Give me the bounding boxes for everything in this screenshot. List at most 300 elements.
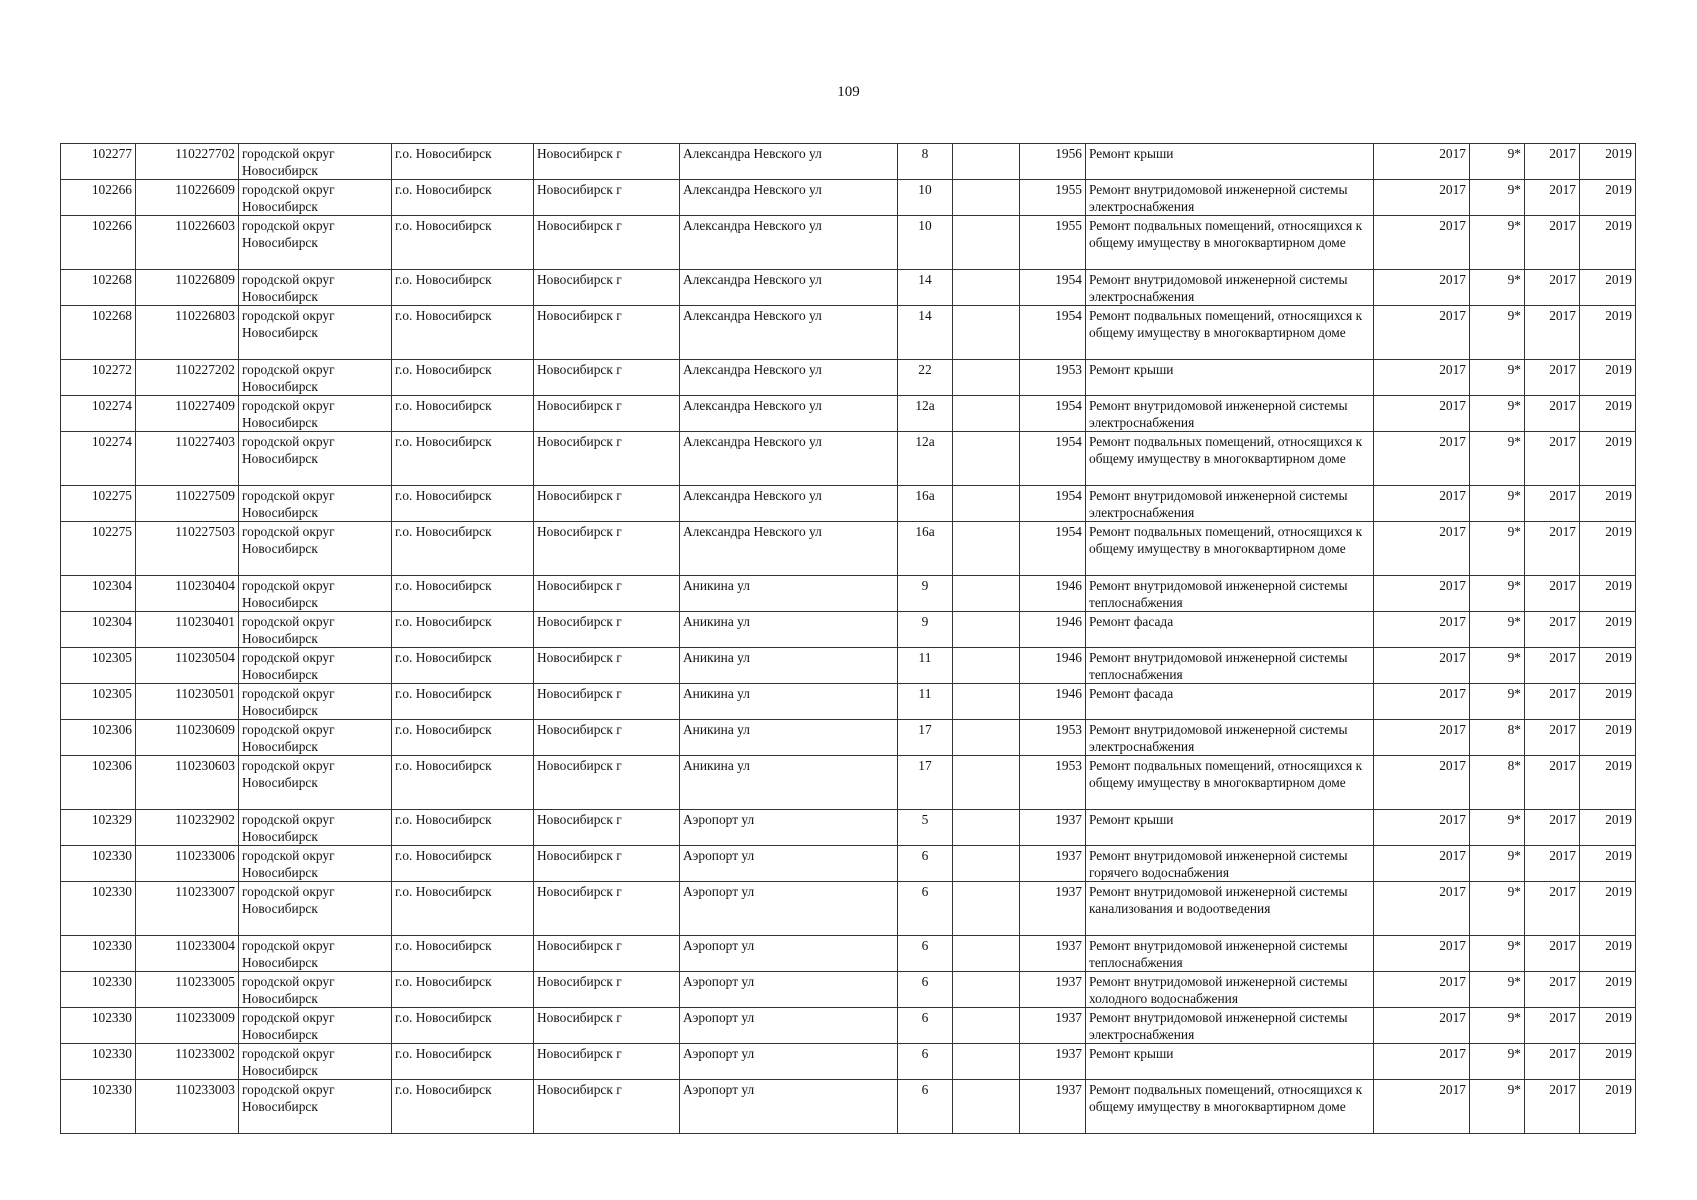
cell-municipality: городской округ Новосибирск bbox=[239, 972, 392, 1008]
cell-building-id: 102306 bbox=[61, 720, 136, 756]
cell-end-year: 2019 bbox=[1580, 972, 1636, 1008]
cell-building-id: 102274 bbox=[61, 396, 136, 432]
cell-end-year: 2019 bbox=[1580, 486, 1636, 522]
cell-plan-year: 2017 bbox=[1374, 1008, 1470, 1044]
cell-plan-year: 2017 bbox=[1374, 1080, 1470, 1134]
table-row bbox=[61, 360, 1636, 396]
registry-body bbox=[61, 144, 1636, 1134]
cell-street: Аэропорт ул bbox=[680, 1080, 898, 1134]
cell-year-built: 1937 bbox=[1020, 1008, 1086, 1044]
table-row bbox=[61, 576, 1636, 612]
cell-work-type: Ремонт подвальных помещений, относящихся к общему имуществу в многоквартирном доме bbox=[1086, 306, 1374, 360]
cell-district: г.о. Новосибирск bbox=[392, 270, 534, 306]
cell-municipality: городской округ Новосибирск bbox=[239, 810, 392, 846]
cell-building-id: 102275 bbox=[61, 486, 136, 522]
cell-work-type: Ремонт фасада bbox=[1086, 612, 1374, 648]
cell-building-id: 102305 bbox=[61, 648, 136, 684]
cell-municipality: городской округ Новосибирск bbox=[239, 846, 392, 882]
cell-district: г.о. Новосибирск bbox=[392, 144, 534, 180]
cell-settlement: Новосибирск г bbox=[534, 1044, 680, 1080]
cell-house-number: 6 bbox=[898, 1044, 953, 1080]
cell-street: Аникина ул bbox=[680, 684, 898, 720]
cell-plan-year: 2017 bbox=[1374, 486, 1470, 522]
cell-work-code: 110230603 bbox=[136, 756, 239, 810]
cell-work-type: Ремонт подвальных помещений, относящихся к общему имуществу в многоквартирном доме bbox=[1086, 1080, 1374, 1134]
cell-district: г.о. Новосибирск bbox=[392, 936, 534, 972]
cell-year-built: 1946 bbox=[1020, 648, 1086, 684]
cell-end-year: 2019 bbox=[1580, 648, 1636, 684]
cell-house-number: 6 bbox=[898, 936, 953, 972]
cell-plan-year: 2017 bbox=[1374, 216, 1470, 270]
cell-group: 9* bbox=[1470, 1080, 1525, 1134]
cell-start-year: 2017 bbox=[1525, 882, 1580, 936]
cell-district: г.о. Новосибирск bbox=[392, 486, 534, 522]
cell-work-code: 110233005 bbox=[136, 972, 239, 1008]
cell-plan-year: 2017 bbox=[1374, 648, 1470, 684]
cell-district: г.о. Новосибирск bbox=[392, 1044, 534, 1080]
cell-group: 9* bbox=[1470, 486, 1525, 522]
cell-plan-year: 2017 bbox=[1374, 144, 1470, 180]
cell-settlement: Новосибирск г bbox=[534, 882, 680, 936]
cell-start-year: 2017 bbox=[1525, 1080, 1580, 1134]
cell-settlement: Новосибирск г bbox=[534, 396, 680, 432]
cell-house-letter bbox=[953, 846, 1020, 882]
cell-plan-year: 2017 bbox=[1374, 684, 1470, 720]
cell-group: 9* bbox=[1470, 522, 1525, 576]
cell-work-code: 110227702 bbox=[136, 144, 239, 180]
cell-building-id: 102274 bbox=[61, 432, 136, 486]
cell-municipality: городской округ Новосибирск bbox=[239, 648, 392, 684]
cell-building-id: 102266 bbox=[61, 180, 136, 216]
cell-house-letter bbox=[953, 522, 1020, 576]
cell-year-built: 1956 bbox=[1020, 144, 1086, 180]
cell-house-number: 14 bbox=[898, 270, 953, 306]
cell-street: Аникина ул bbox=[680, 720, 898, 756]
cell-settlement: Новосибирск г bbox=[534, 432, 680, 486]
cell-start-year: 2017 bbox=[1525, 576, 1580, 612]
cell-year-built: 1953 bbox=[1020, 360, 1086, 396]
cell-work-type: Ремонт подвальных помещений, относящихся к общему имуществу в многоквартирном доме bbox=[1086, 216, 1374, 270]
cell-municipality: городской округ Новосибирск bbox=[239, 306, 392, 360]
table-row bbox=[61, 1008, 1636, 1044]
cell-start-year: 2017 bbox=[1525, 432, 1580, 486]
cell-year-built: 1953 bbox=[1020, 756, 1086, 810]
cell-year-built: 1946 bbox=[1020, 612, 1086, 648]
cell-building-id: 102268 bbox=[61, 306, 136, 360]
cell-plan-year: 2017 bbox=[1374, 936, 1470, 972]
cell-work-code: 110230404 bbox=[136, 576, 239, 612]
cell-work-type: Ремонт внутридомовой инженерной системы электроснабжения bbox=[1086, 1008, 1374, 1044]
cell-year-built: 1937 bbox=[1020, 972, 1086, 1008]
cell-house-letter bbox=[953, 1044, 1020, 1080]
cell-municipality: городской округ Новосибирск bbox=[239, 144, 392, 180]
cell-municipality: городской округ Новосибирск bbox=[239, 612, 392, 648]
cell-building-id: 102329 bbox=[61, 810, 136, 846]
cell-house-letter bbox=[953, 1008, 1020, 1044]
cell-group: 8* bbox=[1470, 720, 1525, 756]
cell-building-id: 102330 bbox=[61, 936, 136, 972]
cell-house-number: 6 bbox=[898, 972, 953, 1008]
cell-settlement: Новосибирск г bbox=[534, 846, 680, 882]
cell-work-code: 110233006 bbox=[136, 846, 239, 882]
cell-group: 9* bbox=[1470, 144, 1525, 180]
cell-end-year: 2019 bbox=[1580, 216, 1636, 270]
cell-start-year: 2017 bbox=[1525, 684, 1580, 720]
cell-house-letter bbox=[953, 648, 1020, 684]
cell-settlement: Новосибирск г bbox=[534, 972, 680, 1008]
cell-building-id: 102275 bbox=[61, 522, 136, 576]
cell-house-letter bbox=[953, 270, 1020, 306]
cell-building-id: 102330 bbox=[61, 1080, 136, 1134]
cell-house-letter bbox=[953, 396, 1020, 432]
cell-year-built: 1937 bbox=[1020, 1044, 1086, 1080]
registry-table bbox=[60, 143, 1636, 1134]
cell-house-number: 12а bbox=[898, 432, 953, 486]
cell-plan-year: 2017 bbox=[1374, 180, 1470, 216]
cell-end-year: 2019 bbox=[1580, 936, 1636, 972]
cell-work-type: Ремонт крыши bbox=[1086, 360, 1374, 396]
cell-plan-year: 2017 bbox=[1374, 306, 1470, 360]
cell-house-letter bbox=[953, 306, 1020, 360]
cell-plan-year: 2017 bbox=[1374, 882, 1470, 936]
cell-district: г.о. Новосибирск bbox=[392, 522, 534, 576]
cell-district: г.о. Новосибирск bbox=[392, 1008, 534, 1044]
cell-year-built: 1937 bbox=[1020, 882, 1086, 936]
cell-work-code: 110230501 bbox=[136, 684, 239, 720]
cell-start-year: 2017 bbox=[1525, 216, 1580, 270]
cell-start-year: 2017 bbox=[1525, 522, 1580, 576]
cell-municipality: городской округ Новосибирск bbox=[239, 432, 392, 486]
cell-plan-year: 2017 bbox=[1374, 396, 1470, 432]
cell-start-year: 2017 bbox=[1525, 972, 1580, 1008]
cell-settlement: Новосибирск г bbox=[534, 810, 680, 846]
cell-group: 9* bbox=[1470, 810, 1525, 846]
cell-district: г.о. Новосибирск bbox=[392, 972, 534, 1008]
cell-building-id: 102305 bbox=[61, 684, 136, 720]
cell-settlement: Новосибирск г bbox=[534, 216, 680, 270]
cell-end-year: 2019 bbox=[1580, 576, 1636, 612]
cell-house-letter bbox=[953, 486, 1020, 522]
cell-end-year: 2019 bbox=[1580, 612, 1636, 648]
table-row bbox=[61, 432, 1636, 486]
cell-house-number: 10 bbox=[898, 180, 953, 216]
cell-work-code: 110226603 bbox=[136, 216, 239, 270]
cell-work-type: Ремонт внутридомовой инженерной системы теплоснабжения bbox=[1086, 576, 1374, 612]
cell-house-number: 17 bbox=[898, 720, 953, 756]
cell-house-letter bbox=[953, 180, 1020, 216]
cell-work-type: Ремонт внутридомовой инженерной системы электроснабжения bbox=[1086, 180, 1374, 216]
cell-district: г.о. Новосибирск bbox=[392, 306, 534, 360]
cell-building-id: 102330 bbox=[61, 972, 136, 1008]
cell-house-letter bbox=[953, 432, 1020, 486]
cell-plan-year: 2017 bbox=[1374, 522, 1470, 576]
cell-end-year: 2019 bbox=[1580, 846, 1636, 882]
table-row bbox=[61, 486, 1636, 522]
cell-work-type: Ремонт подвальных помещений, относящихся к общему имуществу в многоквартирном доме bbox=[1086, 432, 1374, 486]
cell-street: Аэропорт ул bbox=[680, 1008, 898, 1044]
cell-street: Аэропорт ул bbox=[680, 936, 898, 972]
cell-municipality: городской округ Новосибирск bbox=[239, 1080, 392, 1134]
cell-work-type: Ремонт крыши bbox=[1086, 810, 1374, 846]
cell-end-year: 2019 bbox=[1580, 180, 1636, 216]
cell-house-number: 9 bbox=[898, 576, 953, 612]
cell-work-code: 110226803 bbox=[136, 306, 239, 360]
cell-house-number: 5 bbox=[898, 810, 953, 846]
table-row bbox=[61, 846, 1636, 882]
cell-work-type: Ремонт внутридомовой инженерной системы канализования и водоотведения bbox=[1086, 882, 1374, 936]
cell-work-code: 110227503 bbox=[136, 522, 239, 576]
page-number: 109 bbox=[837, 84, 860, 100]
table-row bbox=[61, 684, 1636, 720]
cell-end-year: 2019 bbox=[1580, 522, 1636, 576]
cell-start-year: 2017 bbox=[1525, 360, 1580, 396]
cell-end-year: 2019 bbox=[1580, 1044, 1636, 1080]
table-row bbox=[61, 972, 1636, 1008]
table-row bbox=[61, 396, 1636, 432]
cell-work-type: Ремонт внутридомовой инженерной системы электроснабжения bbox=[1086, 720, 1374, 756]
cell-start-year: 2017 bbox=[1525, 144, 1580, 180]
cell-year-built: 1946 bbox=[1020, 576, 1086, 612]
cell-building-id: 102277 bbox=[61, 144, 136, 180]
cell-group: 9* bbox=[1470, 1008, 1525, 1044]
cell-house-letter bbox=[953, 936, 1020, 972]
table-row bbox=[61, 810, 1636, 846]
cell-year-built: 1954 bbox=[1020, 396, 1086, 432]
cell-district: г.о. Новосибирск bbox=[392, 396, 534, 432]
table-row bbox=[61, 1080, 1636, 1134]
table-row bbox=[61, 936, 1636, 972]
cell-year-built: 1953 bbox=[1020, 720, 1086, 756]
cell-group: 9* bbox=[1470, 306, 1525, 360]
table-row bbox=[61, 720, 1636, 756]
table-row bbox=[61, 216, 1636, 270]
cell-work-code: 110232902 bbox=[136, 810, 239, 846]
cell-group: 9* bbox=[1470, 882, 1525, 936]
cell-work-type: Ремонт крыши bbox=[1086, 1044, 1374, 1080]
cell-street: Аэропорт ул bbox=[680, 882, 898, 936]
cell-building-id: 102330 bbox=[61, 882, 136, 936]
cell-house-letter bbox=[953, 216, 1020, 270]
cell-house-number: 8 bbox=[898, 144, 953, 180]
cell-building-id: 102330 bbox=[61, 846, 136, 882]
cell-street: Аэропорт ул bbox=[680, 810, 898, 846]
cell-start-year: 2017 bbox=[1525, 180, 1580, 216]
cell-house-number: 16а bbox=[898, 522, 953, 576]
cell-start-year: 2017 bbox=[1525, 810, 1580, 846]
cell-municipality: городской округ Новосибирск bbox=[239, 396, 392, 432]
cell-start-year: 2017 bbox=[1525, 486, 1580, 522]
cell-plan-year: 2017 bbox=[1374, 612, 1470, 648]
cell-house-number: 6 bbox=[898, 1008, 953, 1044]
cell-start-year: 2017 bbox=[1525, 720, 1580, 756]
cell-district: г.о. Новосибирск bbox=[392, 432, 534, 486]
cell-start-year: 2017 bbox=[1525, 612, 1580, 648]
cell-group: 9* bbox=[1470, 180, 1525, 216]
cell-group: 9* bbox=[1470, 972, 1525, 1008]
cell-group: 9* bbox=[1470, 360, 1525, 396]
cell-house-letter bbox=[953, 576, 1020, 612]
cell-work-type: Ремонт внутридомовой инженерной системы электроснабжения bbox=[1086, 486, 1374, 522]
cell-district: г.о. Новосибирск bbox=[392, 1080, 534, 1134]
cell-district: г.о. Новосибирск bbox=[392, 882, 534, 936]
cell-street: Аникина ул bbox=[680, 648, 898, 684]
cell-house-letter bbox=[953, 756, 1020, 810]
cell-plan-year: 2017 bbox=[1374, 720, 1470, 756]
cell-street: Александра Невского ул bbox=[680, 396, 898, 432]
cell-group: 9* bbox=[1470, 576, 1525, 612]
cell-plan-year: 2017 bbox=[1374, 810, 1470, 846]
cell-group: 8* bbox=[1470, 756, 1525, 810]
cell-start-year: 2017 bbox=[1525, 1008, 1580, 1044]
cell-end-year: 2019 bbox=[1580, 756, 1636, 810]
cell-settlement: Новосибирск г bbox=[534, 936, 680, 972]
cell-house-number: 14 bbox=[898, 306, 953, 360]
cell-house-letter bbox=[953, 972, 1020, 1008]
table-row bbox=[61, 180, 1636, 216]
cell-work-type: Ремонт подвальных помещений, относящихся к общему имуществу в многоквартирном доме bbox=[1086, 756, 1374, 810]
cell-building-id: 102272 bbox=[61, 360, 136, 396]
cell-settlement: Новосибирск г bbox=[534, 306, 680, 360]
cell-work-code: 110233007 bbox=[136, 882, 239, 936]
cell-street: Александра Невского ул bbox=[680, 522, 898, 576]
cell-start-year: 2017 bbox=[1525, 648, 1580, 684]
cell-group: 9* bbox=[1470, 648, 1525, 684]
cell-house-number: 11 bbox=[898, 648, 953, 684]
cell-year-built: 1954 bbox=[1020, 486, 1086, 522]
cell-district: г.о. Новосибирск bbox=[392, 810, 534, 846]
cell-plan-year: 2017 bbox=[1374, 432, 1470, 486]
cell-district: г.о. Новосибирск bbox=[392, 720, 534, 756]
cell-house-letter bbox=[953, 360, 1020, 396]
cell-municipality: городской округ Новосибирск bbox=[239, 360, 392, 396]
cell-plan-year: 2017 bbox=[1374, 756, 1470, 810]
cell-street: Аникина ул bbox=[680, 756, 898, 810]
cell-municipality: городской округ Новосибирск bbox=[239, 684, 392, 720]
cell-street: Аэропорт ул bbox=[680, 1044, 898, 1080]
cell-end-year: 2019 bbox=[1580, 360, 1636, 396]
cell-work-type: Ремонт внутридомовой инженерной системы теплоснабжения bbox=[1086, 648, 1374, 684]
cell-end-year: 2019 bbox=[1580, 144, 1636, 180]
cell-settlement: Новосибирск г bbox=[534, 144, 680, 180]
cell-end-year: 2019 bbox=[1580, 432, 1636, 486]
cell-work-code: 110233002 bbox=[136, 1044, 239, 1080]
cell-municipality: городской округ Новосибирск bbox=[239, 882, 392, 936]
cell-building-id: 102266 bbox=[61, 216, 136, 270]
cell-year-built: 1954 bbox=[1020, 432, 1086, 486]
cell-municipality: городской округ Новосибирск bbox=[239, 180, 392, 216]
cell-plan-year: 2017 bbox=[1374, 576, 1470, 612]
cell-group: 9* bbox=[1470, 936, 1525, 972]
cell-end-year: 2019 bbox=[1580, 1080, 1636, 1134]
cell-district: г.о. Новосибирск bbox=[392, 180, 534, 216]
cell-house-number: 12а bbox=[898, 396, 953, 432]
cell-plan-year: 2017 bbox=[1374, 972, 1470, 1008]
cell-year-built: 1954 bbox=[1020, 270, 1086, 306]
cell-house-number: 6 bbox=[898, 1080, 953, 1134]
cell-year-built: 1937 bbox=[1020, 1080, 1086, 1134]
cell-street: Александра Невского ул bbox=[680, 270, 898, 306]
cell-municipality: городской округ Новосибирск bbox=[239, 756, 392, 810]
cell-work-code: 110226809 bbox=[136, 270, 239, 306]
cell-settlement: Новосибирск г bbox=[534, 1008, 680, 1044]
cell-year-built: 1946 bbox=[1020, 684, 1086, 720]
cell-start-year: 2017 bbox=[1525, 270, 1580, 306]
cell-settlement: Новосибирск г bbox=[534, 486, 680, 522]
cell-start-year: 2017 bbox=[1525, 306, 1580, 360]
cell-house-number: 10 bbox=[898, 216, 953, 270]
cell-house-letter bbox=[953, 144, 1020, 180]
cell-street: Александра Невского ул bbox=[680, 306, 898, 360]
cell-plan-year: 2017 bbox=[1374, 1044, 1470, 1080]
cell-year-built: 1955 bbox=[1020, 216, 1086, 270]
cell-street: Аникина ул bbox=[680, 576, 898, 612]
cell-plan-year: 2017 bbox=[1374, 846, 1470, 882]
cell-house-number: 16а bbox=[898, 486, 953, 522]
cell-end-year: 2019 bbox=[1580, 396, 1636, 432]
cell-settlement: Новосибирск г bbox=[534, 270, 680, 306]
cell-year-built: 1954 bbox=[1020, 306, 1086, 360]
cell-settlement: Новосибирск г bbox=[534, 648, 680, 684]
cell-municipality: городской округ Новосибирск bbox=[239, 720, 392, 756]
cell-building-id: 102268 bbox=[61, 270, 136, 306]
table-row bbox=[61, 756, 1636, 810]
cell-work-code: 110230504 bbox=[136, 648, 239, 684]
cell-group: 9* bbox=[1470, 684, 1525, 720]
cell-municipality: городской округ Новосибирск bbox=[239, 522, 392, 576]
cell-start-year: 2017 bbox=[1525, 1044, 1580, 1080]
cell-street: Александра Невского ул bbox=[680, 486, 898, 522]
cell-work-code: 110227202 bbox=[136, 360, 239, 396]
cell-house-letter bbox=[953, 612, 1020, 648]
cell-settlement: Новосибирск г bbox=[534, 720, 680, 756]
cell-street: Александра Невского ул bbox=[680, 216, 898, 270]
cell-year-built: 1937 bbox=[1020, 846, 1086, 882]
cell-end-year: 2019 bbox=[1580, 810, 1636, 846]
cell-municipality: городской округ Новосибирск bbox=[239, 486, 392, 522]
cell-building-id: 102306 bbox=[61, 756, 136, 810]
cell-end-year: 2019 bbox=[1580, 882, 1636, 936]
cell-work-type: Ремонт подвальных помещений, относящихся к общему имуществу в многоквартирном доме bbox=[1086, 522, 1374, 576]
cell-end-year: 2019 bbox=[1580, 306, 1636, 360]
cell-end-year: 2019 bbox=[1580, 720, 1636, 756]
cell-work-code: 110233004 bbox=[136, 936, 239, 972]
cell-house-letter bbox=[953, 684, 1020, 720]
cell-work-type: Ремонт внутридомовой инженерной системы электроснабжения bbox=[1086, 270, 1374, 306]
table-row bbox=[61, 882, 1636, 936]
cell-street: Аникина ул bbox=[680, 612, 898, 648]
cell-district: г.о. Новосибирск bbox=[392, 216, 534, 270]
cell-house-letter bbox=[953, 810, 1020, 846]
cell-group: 9* bbox=[1470, 612, 1525, 648]
cell-settlement: Новосибирск г bbox=[534, 180, 680, 216]
cell-work-type: Ремонт внутридомовой инженерной системы горячего водоснабжения bbox=[1086, 846, 1374, 882]
table-row bbox=[61, 1044, 1636, 1080]
cell-work-code: 110230401 bbox=[136, 612, 239, 648]
cell-house-number: 6 bbox=[898, 846, 953, 882]
cell-municipality: городской округ Новосибирск bbox=[239, 270, 392, 306]
cell-building-id: 102330 bbox=[61, 1008, 136, 1044]
cell-start-year: 2017 bbox=[1525, 756, 1580, 810]
cell-work-code: 110227409 bbox=[136, 396, 239, 432]
cell-work-code: 110227403 bbox=[136, 432, 239, 486]
cell-group: 9* bbox=[1470, 846, 1525, 882]
cell-district: г.о. Новосибирск bbox=[392, 684, 534, 720]
cell-group: 9* bbox=[1470, 216, 1525, 270]
cell-work-type: Ремонт внутридомовой инженерной системы электроснабжения bbox=[1086, 396, 1374, 432]
cell-street: Александра Невского ул bbox=[680, 180, 898, 216]
cell-district: г.о. Новосибирск bbox=[392, 576, 534, 612]
table-row bbox=[61, 612, 1636, 648]
